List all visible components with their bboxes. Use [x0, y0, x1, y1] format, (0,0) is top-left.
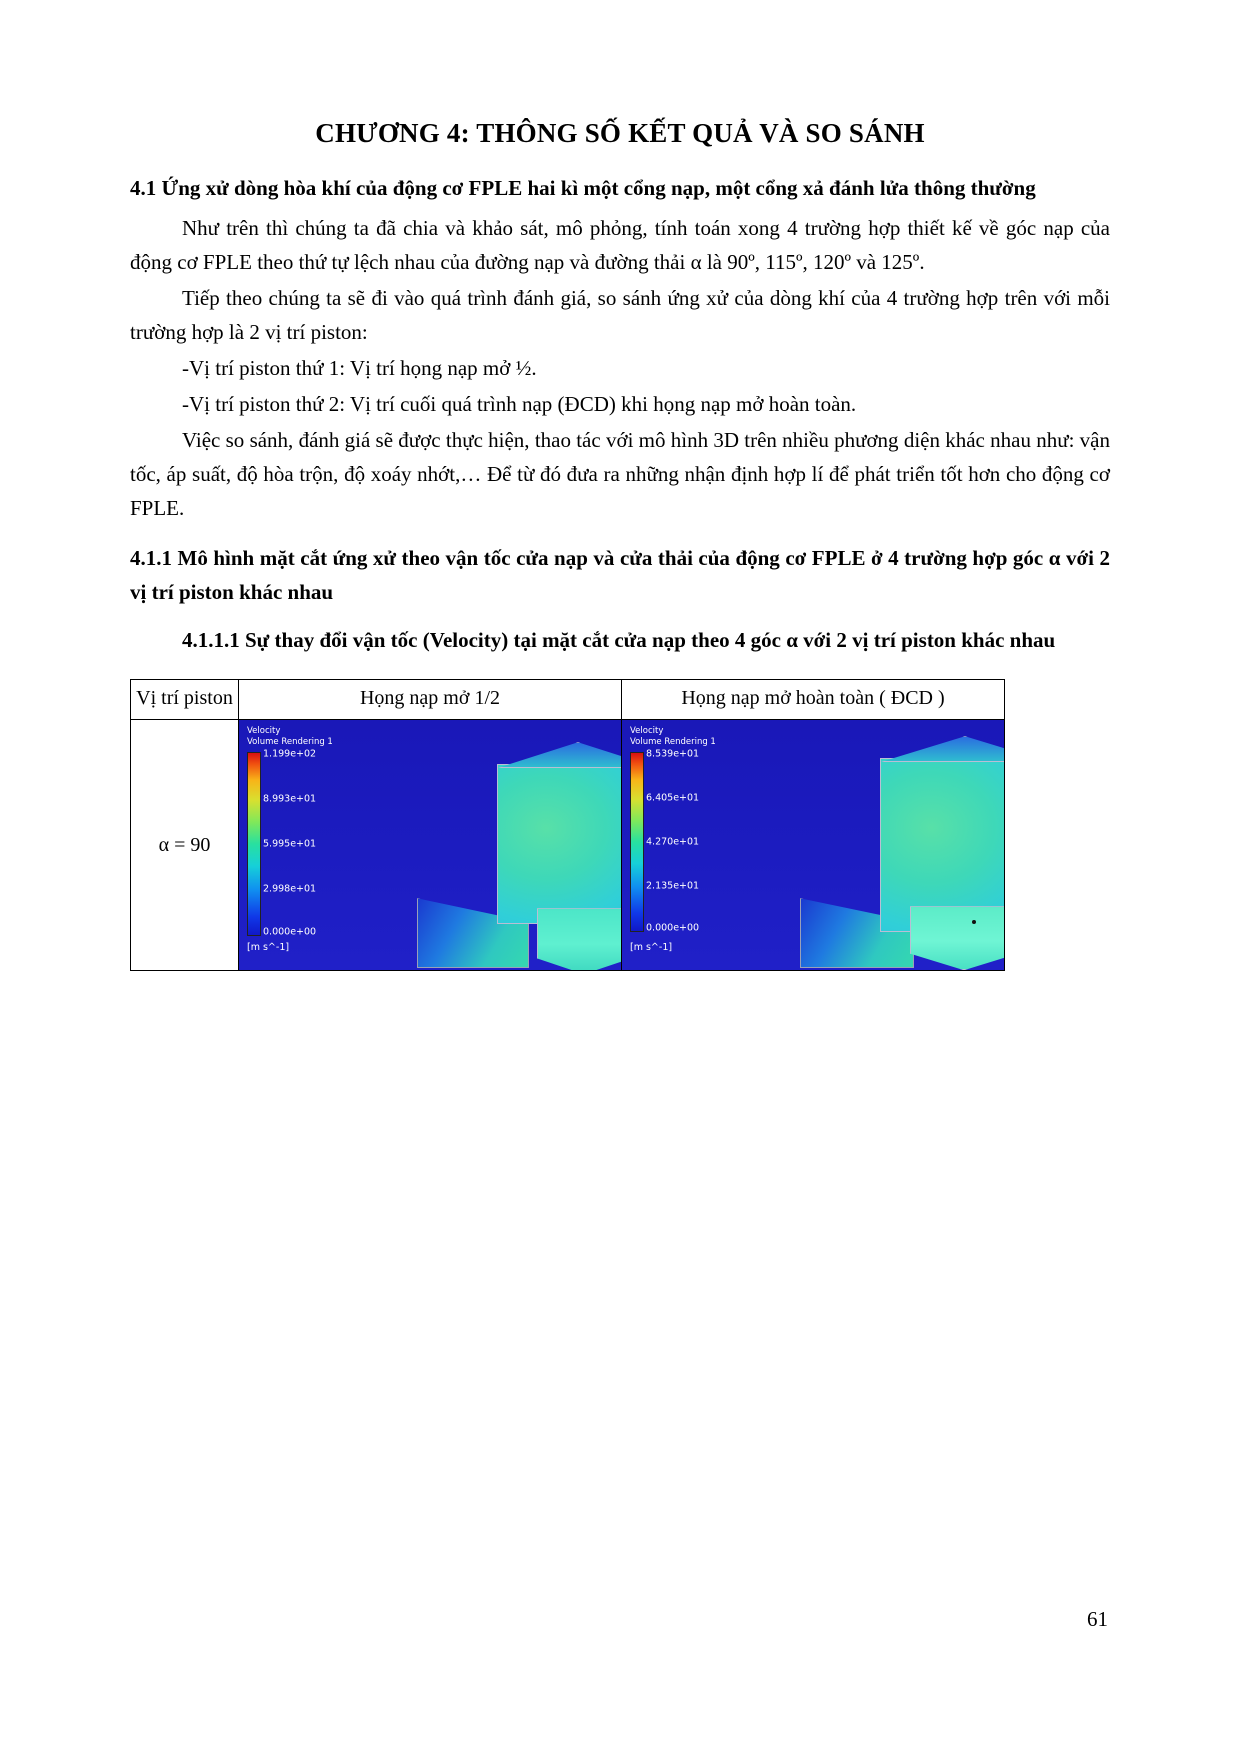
colorbar-tick: 0.000e+00	[263, 926, 317, 938]
colorbar-legend-right	[630, 726, 716, 747]
colorbar-tick: 2.998e+01	[263, 883, 317, 895]
combustion-chamber-left	[497, 764, 621, 924]
cfd-viewport-left	[239, 720, 621, 970]
header-cell-fully-open: Họng nạp mở hoàn toàn ( ĐCD )	[622, 680, 1005, 720]
heading-4-1-1: 4.1.1 Mô hình mặt cắt ứng xử theo vận tốc cửa nạp và cửa thải của động cơ FPLE ở 4 trường hợp góc α với 2 vị trí piston khác nhau	[130, 546, 1110, 605]
colorbar-tick: 2.135e+01	[646, 880, 700, 892]
chamber-fill-right	[881, 759, 1004, 931]
colorbar-tick: 6.405e+01	[646, 792, 700, 804]
colorbar-tick: 5.995e+01	[263, 838, 317, 850]
colorbar-tick: 8.539e+01	[646, 748, 700, 760]
colorbar-right	[630, 748, 750, 954]
colorbar-ticks-right	[646, 748, 746, 934]
colorbar-unit-right: [m s^-1]	[630, 942, 673, 954]
colorbar-ticks-left	[263, 748, 363, 938]
chamber-fill-left	[498, 765, 621, 923]
heading-4-1-1-1: 4.1.1.1 Sự thay đổi vận tốc (Velocity) tại mặt cắt cửa nạp theo 4 góc α với 2 vị trí piston khác nhau	[182, 628, 1056, 653]
colorbar-tick: 0.000e+00	[646, 922, 700, 934]
paragraph-2: Tiếp theo chúng ta sẽ đi vào quá trình đánh giá, so sánh ứng xử của dòng khí của 4 trường hợp trên với mỗi trường hợp là 2 vị trí piston:	[130, 286, 1110, 345]
legend-title-left: Velocity	[247, 726, 281, 737]
paragraph-4: -Vị trí piston thứ 2: Vị trí cuối quá trình nạp (ĐCD) khi họng nạp mở hoàn toàn.	[182, 392, 857, 417]
header-cell-half-open: Họng nạp mở 1/2	[239, 680, 622, 720]
colorbar-tick: 4.270e+01	[646, 836, 700, 848]
table-header-row	[131, 680, 1005, 720]
combustion-chamber-right	[880, 758, 1004, 932]
paragraph-1: Như trên thì chúng ta đã chia và khảo sát, mô phỏng, tính toán xong 4 trường hợp thiết kế về góc nạp của động cơ FPLE theo thứ tự lệch nhau của đường nạp và đường thải α là 90º, 115º, 120º và 125º.	[130, 216, 1110, 275]
piston-window-left	[537, 908, 621, 970]
legend-subtitle-left: Volume Rendering 1	[247, 736, 333, 747]
colorbar-gradient-left	[247, 752, 261, 936]
colorbar-unit-left: [m s^-1]	[247, 942, 290, 954]
cfd-viewport-right	[622, 720, 1004, 970]
table-row	[131, 720, 1005, 971]
colorbar-tick: 8.993e+01	[263, 793, 317, 805]
colorbar-legend-left	[247, 726, 333, 747]
colorbar-tick: 1.199e+02	[263, 748, 317, 760]
page-number: 61	[1087, 1607, 1108, 1631]
header-cell-piston-position: Vị trí piston	[131, 680, 239, 720]
paragraph-5: Việc so sánh, đánh giá sẽ được thực hiện, thao tác với mô hình 3D trên nhiều phương diện khác nhau như: vận tốc, áp suất, độ hòa trộn, độ xoáy nhớt,… Để từ đó đưa ra những nhận định hợp lí để phát triển tốt hơn cho động cơ FPLE.	[130, 428, 1110, 521]
colorbar-left	[247, 748, 367, 954]
legend-subtitle-right: Volume Rendering 1	[630, 736, 716, 747]
cfd-image-fully-open	[622, 720, 1005, 971]
legend-title-right: Velocity	[630, 726, 664, 737]
heading-4-1: 4.1 Ứng xử dòng hòa khí của động cơ FPLE hai kì một cổng nạp, một cổng xả đánh lửa thông thường	[130, 176, 1036, 200]
page-title: CHƯƠNG 4: THÔNG SỐ KẾT QUẢ VÀ SO SÁNH	[315, 118, 925, 148]
row-label-alpha: α = 90	[131, 720, 239, 971]
paragraph-3: -Vị trí piston thứ 1: Vị trí họng nạp mở ½.	[182, 356, 537, 381]
figure-table	[130, 679, 1005, 971]
colorbar-gradient-right	[630, 752, 644, 932]
cfd-image-half-open	[239, 720, 622, 971]
